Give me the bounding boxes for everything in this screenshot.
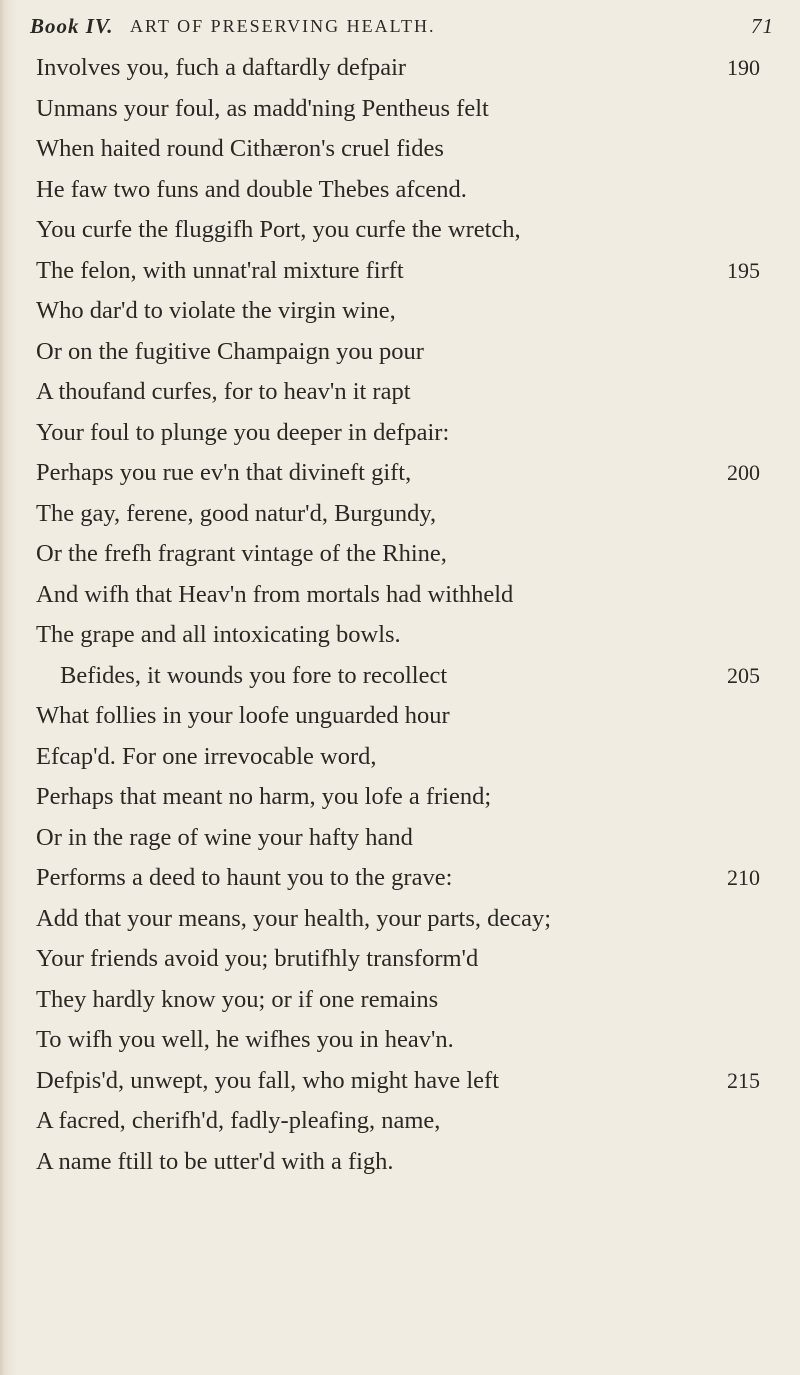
poem-line-text: Or in the rage of wine your hafty hand xyxy=(36,823,413,851)
poem-line xyxy=(36,777,776,818)
poem-line xyxy=(36,1142,776,1183)
line-number: 200 xyxy=(727,460,760,485)
poem-line-text: Unmans your foul, as madd'ning Pentheus felt xyxy=(36,94,489,122)
poem-text xyxy=(36,48,776,1182)
poem-line xyxy=(36,413,776,454)
poem-line xyxy=(36,899,776,940)
page-number: 71 xyxy=(751,14,774,38)
poem-line-text: You curfe the fluggifh Port, you curfe the wretch, xyxy=(36,216,521,243)
poem-line-text: A name ftill to be utter'd with a figh. xyxy=(36,1147,394,1175)
poem-line xyxy=(36,980,776,1021)
poem-line xyxy=(36,494,776,535)
running-title: ART OF PRESERVING HEALTH. xyxy=(130,16,436,36)
poem-line-text: When haited round Cithæron's cruel fides xyxy=(36,135,444,162)
poem-line xyxy=(36,129,776,170)
poem-line xyxy=(36,210,776,251)
poem-line xyxy=(36,1020,776,1061)
poem-line xyxy=(36,170,776,211)
running-header xyxy=(30,10,774,46)
poem-line-text: Or the frefh fragrant vintage of the Rhine, xyxy=(36,540,447,567)
poem-line xyxy=(36,818,776,859)
line-number: 215 xyxy=(727,1067,760,1093)
poem-line-text: Performs a deed to haunt you to the grave: xyxy=(36,864,453,891)
line-number: 205 xyxy=(727,662,760,688)
poem-line xyxy=(36,656,776,697)
poem-line-text: The gay, ferene, good natur'd, Burgundy, xyxy=(36,499,437,527)
poem-line xyxy=(36,737,776,778)
poem-line-text: Befides, it wounds you fore to recollect xyxy=(60,661,448,689)
poem-line xyxy=(36,48,776,89)
line-number: 210 xyxy=(727,865,760,890)
poem-line-text: The felon, with unnat'ral mixture firft xyxy=(36,256,404,284)
poem-line-text: To wifh you well, he wifhes you in heav'n. xyxy=(36,1026,454,1053)
poem-line-text: Defpis'd, unwept, you fall, who might have left xyxy=(36,1066,500,1094)
poem-line xyxy=(36,1061,776,1102)
poem-line xyxy=(36,251,776,292)
poem-line xyxy=(36,89,776,130)
poem-line xyxy=(36,575,776,616)
poem-line-text: What follies in your loofe unguarded hour xyxy=(36,702,450,729)
poem-line xyxy=(36,291,776,332)
poem-line xyxy=(36,534,776,575)
poem-line xyxy=(36,453,776,494)
poem-line xyxy=(36,332,776,373)
line-number: 190 xyxy=(727,55,760,80)
poem-line xyxy=(36,1101,776,1142)
poem-line xyxy=(36,696,776,737)
page-spine-shadow xyxy=(0,0,6,1375)
poem-line-text: Perhaps you rue ev'n that divineft gift, xyxy=(36,459,412,486)
poem-line-text: He faw two funs and double Thebes afcend. xyxy=(36,175,467,203)
poem-line-text: Or on the fugitive Champaign you pour xyxy=(36,337,424,365)
poem-line-text: Your friends avoid you; brutifhly transform'd xyxy=(36,945,479,972)
line-number: 195 xyxy=(727,257,760,283)
poem-line-text: Who dar'd to violate the virgin wine, xyxy=(36,297,396,324)
poem-line-text: A thoufand curfes, for to heav'n it rapt xyxy=(36,378,411,405)
poem-line xyxy=(36,372,776,413)
poem-line-text: They hardly know you; or if one remains xyxy=(36,985,439,1013)
book-label: Book IV. xyxy=(30,14,114,38)
poem-line-text: And wifh that Heav'n from mortals had withheld xyxy=(36,580,514,608)
poem-line-text: A facred, cherifh'd, fadly-pleafing, name, xyxy=(36,1107,441,1134)
poem-line xyxy=(36,615,776,656)
poem-line-text: Your foul to plunge you deeper in defpair: xyxy=(36,418,450,446)
poem-line-text: Involves you, fuch a daftardly defpair xyxy=(36,54,407,81)
poem-line-text: Efcap'd. For one irrevocable word, xyxy=(36,742,377,770)
poem-line-text: The grape and all intoxicating bowls. xyxy=(36,621,401,648)
poem-line-text: Add that your means, your health, your parts, decay; xyxy=(36,904,552,932)
poem-line-text: Perhaps that meant no harm, you lofe a friend; xyxy=(36,783,492,810)
poem-line xyxy=(36,858,776,899)
poem-line xyxy=(36,939,776,980)
